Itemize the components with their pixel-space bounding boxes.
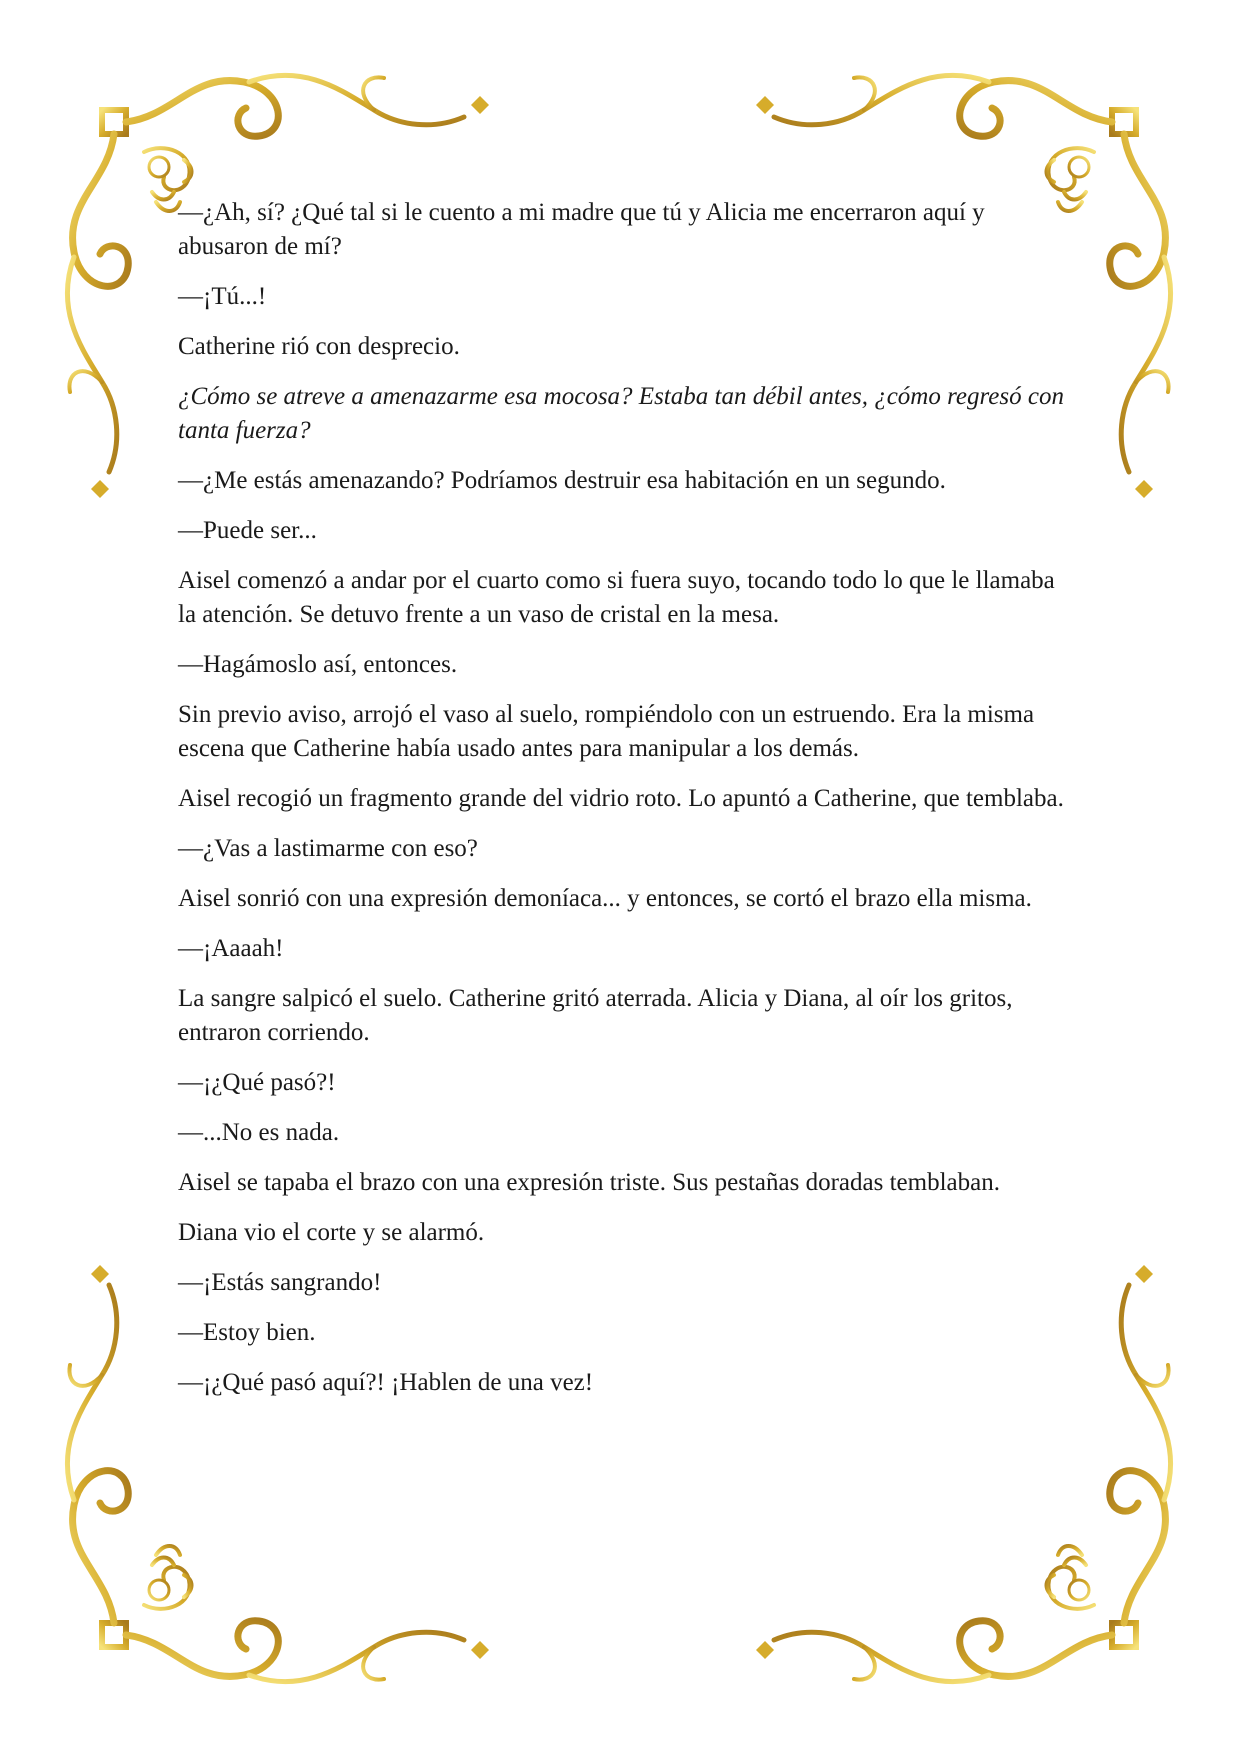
paragraph: Aisel comenzó a andar por el cuarto como si fuera suyo, tocando todo lo que le llamaba la atención. Se detuvo frente a un vaso de cristal en la mesa. <box>178 567 1055 628</box>
paragraph: —¡¿Qué pasó?! <box>178 1069 336 1096</box>
paragraph: —¿Vas a lastimarme con eso? <box>178 835 478 862</box>
paragraph: Aisel recogió un fragmento grande del vidrio roto. Lo apuntó a Catherine, que temblaba. <box>178 785 1064 812</box>
paragraph: —¿Ah, sí? ¿Qué tal si le cuento a mi madre que tú y Alicia me encerraron aquí y abusaron de mí? <box>178 199 985 260</box>
paragraph: —¡Tú...! <box>178 283 267 310</box>
paragraph: —Puede ser... <box>178 517 317 544</box>
paragraph: Aisel sonrió con una expresión demoníaca... y entonces, se cortó el brazo ella misma. <box>178 885 1032 912</box>
paragraph: —¡Aaaah! <box>178 935 284 962</box>
paragraph: ¿Cómo se atreve a amenazarme esa mocosa? Estaba tan débil antes, ¿cómo regresó con tanta fuerza? <box>178 383 1064 444</box>
paragraph: —¡Estás sangrando! <box>178 1269 382 1296</box>
paragraph: Aisel se tapaba el brazo con una expresión triste. Sus pestañas doradas temblaban. <box>178 1169 1000 1196</box>
paragraph: —Estoy bien. <box>178 1319 316 1346</box>
paragraph: —¡¿Qué pasó aquí?! ¡Hablen de una vez! <box>178 1369 594 1396</box>
paragraph: —...No es nada. <box>178 1119 340 1146</box>
paragraph: Diana vio el corte y se alarmó. <box>178 1219 485 1246</box>
paragraph: —¿Me estás amenazando? Podríamos destruir esa habitación en un segundo. <box>178 467 946 494</box>
paragraph: Sin previo aviso, arrojó el vaso al suelo, rompiéndolo con un estruendo. Era la misma escena que Catherine había usado antes para manipular a los demás. <box>178 701 1035 762</box>
paragraph: Catherine rió con desprecio. <box>178 333 460 360</box>
paragraph: —Hagámoslo así, entonces. <box>178 651 458 678</box>
story-text <box>178 196 1068 1416</box>
paragraph: La sangre salpicó el suelo. Catherine gritó aterrada. Alicia y Diana, al oír los gritos, entraron corriendo. <box>178 985 1013 1046</box>
